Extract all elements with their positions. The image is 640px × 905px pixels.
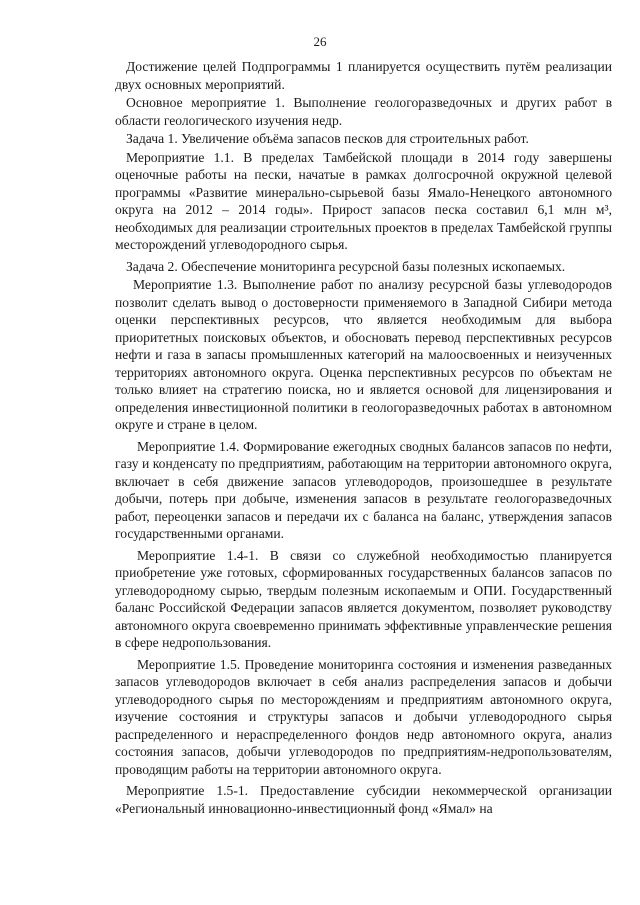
document-body [115,58,612,821]
paragraph-activity-1-3: Мероприятие 1.3. Выполнение работ по анализу ресурсной базы углеводородов позволит сделать вывод о достоверности применяемого в Западной Сибири метода оценки перспективных ресурсов, что является необходимым для выбора приоритетных поисковых объектов, и обосновать перевод перспективных ресурсов нефти и газа в запасы промышленных категорий на малоосвоенных и неизученных территориях автономного округа. Оценка перспективных ресурсов по объектам не только влияет на стратегию поиска, но и является основой для лицензирования и определения инвестиционной политики в геологоразведочных работах в автономном округе и стране в целом. [115,277,612,432]
paragraph-activity-1-5-1: Мероприятие 1.5-1. Предоставление субсидии некоммерческой организации «Региональный инновационно-инвестиционный фонд «Ямал» на [115,783,612,816]
paragraph-goals: Достижение целей Подпрограммы 1 планируется осуществить путём реализации двух основных мероприятий. [115,59,612,92]
page-number: 26 [313,34,327,49]
paragraph-activity-1-4-1: Мероприятие 1.4-1. В связи со служебной необходимостью планируется приобретение уже готовых, сформированных государственных балансов запасов по углеводородному сырью, твердым полезным ископаемым и ОПИ. Государственный баланс Российской Федерации запасов является документом, позволяет руководству автономного округа своевременно принимать эффективные управленческие решения в сфере недропользования. [115,547,612,650]
paragraph-main-activity-1: Основное мероприятие 1. Выполнение геологоразведочных и других работ в области геологического изучения недр. [115,95,612,128]
paragraph-activity-1-1: Мероприятие 1.1. В пределах Тамбейской площади в 2014 году завершены оценочные работы на пески, начатые в рамках долгосрочной окружной целевой программы «Развитие минерально-сырьевой базы Ямало-Ненецкого автономного округа на 2012 – 2014 годы». Прирост запасов песка составил 6,1 млн м³, необходимых для реализации строительных проектов в пределах Тамбейской группы месторождений углеводородного сырья. [115,149,612,252]
paragraph-task-1: Задача 1. Увеличение объёма запасов песков для строительных работ. [126,131,529,146]
paragraph-activity-1-5: Мероприятие 1.5. Проведение мониторинга состояния и изменения разведанных запасов углеводородов включает в себя анализ распределения запасов и добычи углеводородного сырья по месторождениям и предприятиям автономного округа, изучение состояния и структуры запасов и добычи углеводородного сырья распределенного и нераспределенного фондов недр автономного округа, анализ состояния запасов, добычи углеводородов по предприятиям-недропользователям, проводящим работы на территории автономного округа. [115,656,612,777]
paragraph-task-2: Задача 2. Обеспечение мониторинга ресурсной базы полезных ископаемых. [126,258,566,274]
paragraph-activity-1-4: Мероприятие 1.4. Формирование ежегодных сводных балансов запасов по нефти, газу и конденсату по предприятиям, работающим на территории автономного округа, включает в себя движение запасов углеводородов, произошедшее в результате добычи, потерь при добыче, изменения запасов в результате геологоразведочных работ, переоценки запасов и передачи их с баланса на баланс, утверждения запасов государственными органами. [115,438,612,541]
